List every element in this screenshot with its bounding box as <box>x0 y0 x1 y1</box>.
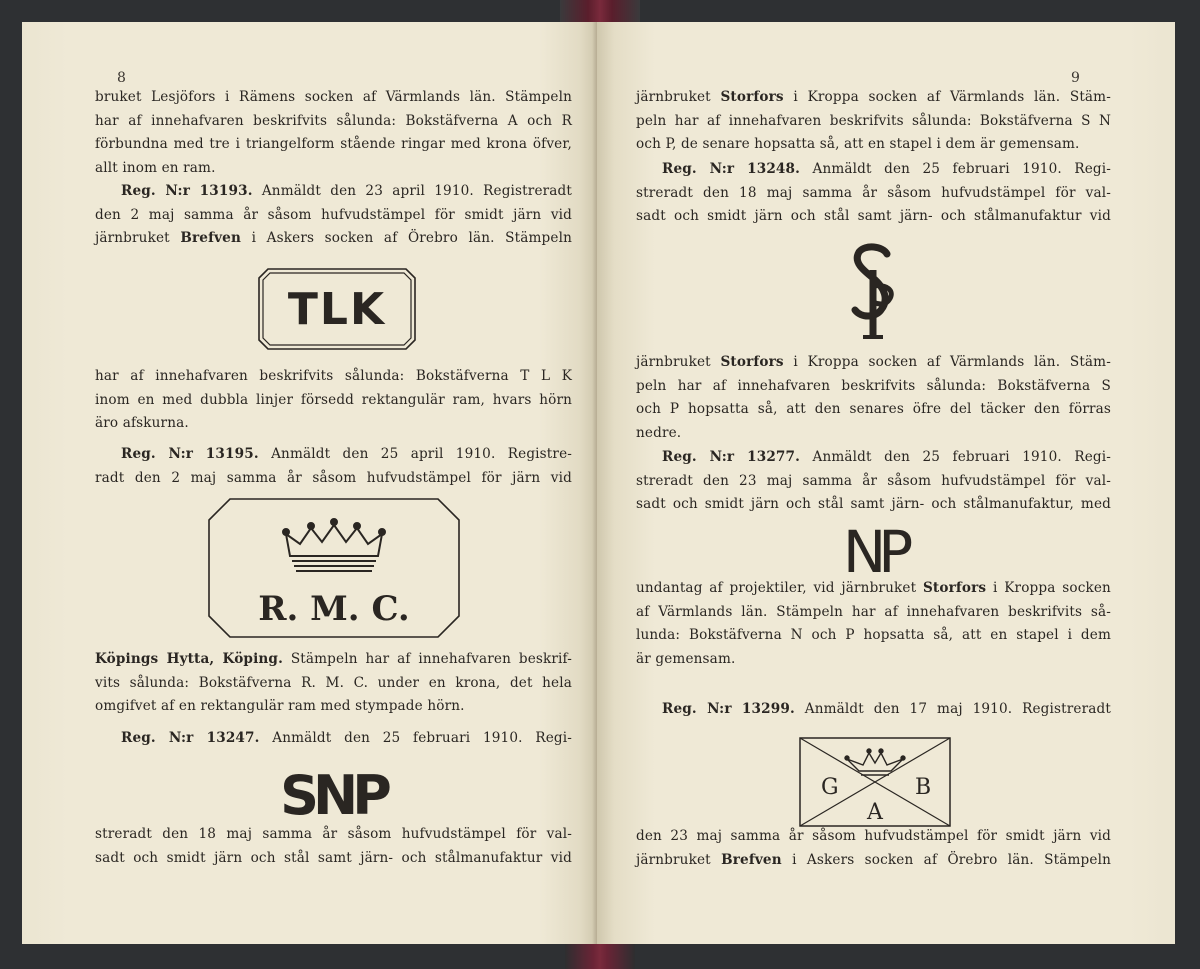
reg-number: Reg. N:r 13248. <box>662 161 801 177</box>
crown-icon <box>283 519 385 571</box>
text-line: i Askers socken af Örebro län. Stämpeln <box>251 230 572 246</box>
text-line: Anmäldt den 23 april 1910. Registreradt <box>261 183 573 199</box>
stamp-rmc <box>208 498 460 638</box>
text-line: sadt och smidt järn och stål samt järn- och stålmanufaktur, med <box>636 496 1111 512</box>
text-line: omgifvet af en rektangulär ram med stympade hörn. <box>95 698 465 714</box>
reg-number: Reg. N:r 13299. <box>662 701 795 717</box>
text-line: bruket Lesjöfors i Rämens socken af Värmlands län. Stämpeln <box>95 89 572 105</box>
left-paragraph-3 <box>95 648 572 719</box>
text-line: Anmäldt den 25 februari 1910. Regi- <box>812 449 1111 465</box>
text-line: sadt och smidt järn och stål samt järn- och stålmanufaktur vid <box>636 208 1111 224</box>
stamp-tlk <box>258 268 416 350</box>
text-line: peln har af innehafvaren beskrifvits sålunda: Bokstäfverna S <box>636 377 1111 394</box>
text-line: lunda: Bokstäfverna N och P hopsatta så, att en stapel i dem <box>636 627 1111 643</box>
text-line: vits sålunda: Bokstäfverna R. M. C. under en krona, det hela <box>95 674 572 691</box>
text-line: Anmäldt den 25 februari 1910. Regi- <box>272 730 572 746</box>
stamp-gab-letter-bottom: A <box>867 800 883 825</box>
text-line: har af innehafvaren beskrifvits sålunda: Bokstäfverna A och R <box>95 112 572 129</box>
text-line: järnbruket <box>636 354 711 370</box>
left-paragraph-1 <box>95 86 572 180</box>
right-paragraph-4 <box>636 825 1111 872</box>
bruk-name: Storfors <box>720 89 784 105</box>
left-page <box>22 22 597 944</box>
right-reg-13248 <box>636 158 1111 229</box>
text-line: Anmäldt den 25 februari 1910. Regi- <box>812 161 1111 177</box>
stamp-np-letters: NP <box>842 518 906 580</box>
left-reg-13195 <box>95 443 572 490</box>
stamp-tlk-letters: TLK <box>287 284 387 335</box>
text-line: allt inom en ram. <box>95 159 216 176</box>
text-line: radt den 2 maj samma år såsom hufvudstämpel för järn vid <box>95 469 572 486</box>
text-line: Anmäldt den 17 maj 1910. Registreradt <box>804 701 1111 717</box>
book-spine-top <box>560 0 640 22</box>
text-line: undantag af projektiler, vid järnbruket <box>636 580 917 596</box>
right-paragraph-3 <box>636 577 1111 671</box>
text-line: har af innehafvaren beskrifvits sålunda: Bokstäfverna T L K <box>95 368 572 384</box>
stamp-gab <box>799 737 951 827</box>
text-line: streradt den 23 maj samma år såsom hufvudstämpel för val- <box>636 472 1111 489</box>
text-line: nedre. <box>636 424 682 441</box>
stamp-snp-letters: SNP <box>280 764 386 824</box>
left-reg-13193 <box>95 180 572 251</box>
right-paragraph-2 <box>636 351 1111 445</box>
text-line: i Askers socken af Örebro län. Stämpeln <box>792 851 1111 868</box>
reg-number: Reg. N:r 13277. <box>662 449 801 465</box>
text-line: äro afskurna. <box>95 415 189 431</box>
stamp-sp-letters: SP <box>843 240 845 241</box>
page-number-left: 8 <box>117 70 126 86</box>
text-line: järnbruket <box>636 89 711 105</box>
left-paragraph-2 <box>95 365 572 436</box>
bruk-name: Köpings Hytta, Köping. <box>95 651 283 667</box>
crown-icon <box>845 749 905 775</box>
reg-number: Reg. N:r 13195. <box>121 446 259 462</box>
text-line: den 2 maj samma år såsom hufvudstämpel för smidt järn vid <box>95 206 572 223</box>
bruk-name: Storfors <box>922 580 987 596</box>
stamp-sp <box>843 240 903 344</box>
text-line: förbundna med tre i triangelform stående ringar med krona öfver, <box>95 136 572 152</box>
stamp-gab-letter-right: B <box>915 775 932 800</box>
book-spine-bottom <box>565 944 635 969</box>
bruk-name: Storfors <box>720 354 784 370</box>
reg-number: Reg. N:r 13247. <box>121 730 260 746</box>
text-line: streradt den 18 maj samma år såsom hufvudstämpel för val- <box>95 826 572 842</box>
text-line: i Kroppa socken af Värmlands län. Stäm- <box>793 354 1111 370</box>
reg-number: Reg. N:r 13193. <box>121 183 253 199</box>
text-line: sadt och smidt järn och stål samt järn- och stålmanufaktur vid <box>95 849 572 866</box>
text-line: den 23 maj samma år såsom hufvudstämpel för smidt järn vid <box>636 828 1111 844</box>
text-line: peln har af innehafvaren beskrifvits sålunda: Bokstäfverna S N <box>636 112 1111 129</box>
text-line: Stämpeln har af innehafvaren beskrif- <box>290 651 572 667</box>
right-paragraph-1 <box>636 86 1111 157</box>
text-line: är gemensam. <box>636 650 736 667</box>
text-line: järnbruket <box>636 851 711 868</box>
bruk-name: Brefven <box>180 230 241 246</box>
text-line: järnbruket <box>95 230 170 246</box>
stamp-np <box>829 516 919 580</box>
bruk-name: Brefven <box>721 851 782 868</box>
stamp-gab-letter-left: G <box>821 775 839 800</box>
text-line: och P, de senare hopsatta så, att en stapel i dem är gemensam. <box>636 136 1080 152</box>
text-line: Anmäldt den 25 april 1910. Registre- <box>271 446 573 462</box>
stamp-rmc-letters: R. M. C. <box>258 589 410 629</box>
left-paragraph-4 <box>95 823 572 870</box>
text-line: och P hopsatta så, att den senares öfre del täcker den förras <box>636 401 1111 417</box>
left-reg-13247 <box>95 727 572 751</box>
page-number-right: 9 <box>1071 70 1080 86</box>
text-line: af Värmlands län. Stämpeln har af innehafvaren beskrifvits så- <box>636 603 1111 620</box>
stamp-snp <box>268 762 398 824</box>
text-line: inom en med dubbla linjer försedd rektangulär ram, hvars hörn <box>95 391 572 408</box>
text-line: i Kroppa socken af Värmlands län. Stäm- <box>793 89 1111 105</box>
right-page <box>597 22 1175 944</box>
text-line: i Kroppa socken <box>992 580 1111 596</box>
right-reg-13299 <box>636 698 1111 722</box>
right-reg-13277 <box>636 446 1111 517</box>
text-line: streradt den 18 maj samma år såsom hufvudstämpel för val- <box>636 184 1111 201</box>
